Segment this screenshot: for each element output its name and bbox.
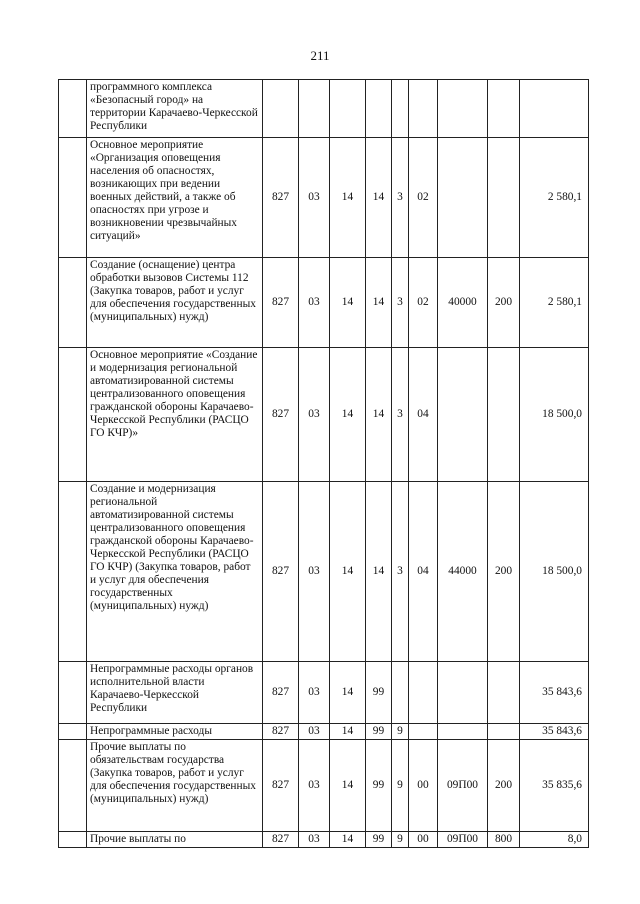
ministry-code: 827 xyxy=(263,832,299,848)
activity-code xyxy=(409,80,438,138)
section-code: 03 xyxy=(299,348,330,482)
expense-type-code xyxy=(488,80,520,138)
direction-code: 09П00 xyxy=(438,740,488,832)
subsection-code: 14 xyxy=(330,258,366,348)
program-code: 14 xyxy=(366,138,392,258)
row-index-cell xyxy=(59,482,87,662)
direction-code: 44000 xyxy=(438,482,488,662)
item-name: Прочие выплаты по xyxy=(87,832,263,848)
item-name: Создание (оснащение) центра обработки вызовов Системы 112 (Закупка товаров, работ и услуг для обеспечения государственных (муниципальных) нужд) xyxy=(87,258,263,348)
expense-type-code xyxy=(488,138,520,258)
table-row xyxy=(59,138,589,258)
ministry-code: 827 xyxy=(263,662,299,724)
program-code: 14 xyxy=(366,348,392,482)
subsection-code: 14 xyxy=(330,724,366,740)
table-row xyxy=(59,80,589,138)
amount: 35 843,6 xyxy=(520,662,589,724)
subprogram-code: 9 xyxy=(392,740,409,832)
amount: 2 580,1 xyxy=(520,138,589,258)
page-number: 211 xyxy=(310,48,330,63)
table-row xyxy=(59,258,589,348)
ministry-code: 827 xyxy=(263,724,299,740)
item-name: Прочие выплаты по обязательствам государства (Закупка товаров, работ и услуг для обеспечения государственных (муниципальных) нужд) xyxy=(87,740,263,832)
budget-table xyxy=(58,79,589,848)
row-index-cell xyxy=(59,138,87,258)
amount: 18 500,0 xyxy=(520,348,589,482)
ministry-code: 827 xyxy=(263,258,299,348)
amount: 35 843,6 xyxy=(520,724,589,740)
section-code: 03 xyxy=(299,832,330,848)
direction-code xyxy=(438,138,488,258)
row-index-cell xyxy=(59,724,87,740)
subprogram-code: 9 xyxy=(392,832,409,848)
subprogram-code xyxy=(392,80,409,138)
row-index-cell xyxy=(59,348,87,482)
item-name: Непрограммные расходы xyxy=(87,724,263,740)
expense-type-code: 200 xyxy=(488,482,520,662)
ministry-code: 827 xyxy=(263,482,299,662)
program-code: 14 xyxy=(366,482,392,662)
amount xyxy=(520,80,589,138)
direction-code xyxy=(438,348,488,482)
subsection-code: 14 xyxy=(330,740,366,832)
section-code: 03 xyxy=(299,740,330,832)
subsection-code: 14 xyxy=(330,138,366,258)
row-index-cell xyxy=(59,832,87,848)
subprogram-code xyxy=(392,662,409,724)
section-code xyxy=(299,80,330,138)
activity-code: 00 xyxy=(409,832,438,848)
direction-code: 09П00 xyxy=(438,832,488,848)
section-code: 03 xyxy=(299,662,330,724)
subsection-code: 14 xyxy=(330,832,366,848)
expense-type-code: 200 xyxy=(488,740,520,832)
expense-type-code: 800 xyxy=(488,832,520,848)
subprogram-code: 3 xyxy=(392,482,409,662)
activity-code: 04 xyxy=(409,482,438,662)
item-name: Основное мероприятие «Организация оповещения населения об опасностях, возникающих при ведении военных действий, а также об опасностях при угрозе и возникновении чрезвычайных ситуаций» xyxy=(87,138,263,258)
amount: 35 835,6 xyxy=(520,740,589,832)
activity-code: 02 xyxy=(409,138,438,258)
program-code xyxy=(366,80,392,138)
table-row xyxy=(59,348,589,482)
ministry-code: 827 xyxy=(263,348,299,482)
ministry-code: 827 xyxy=(263,138,299,258)
row-index-cell xyxy=(59,80,87,138)
amount: 8,0 xyxy=(520,832,589,848)
subsection-code: 14 xyxy=(330,482,366,662)
section-code: 03 xyxy=(299,258,330,348)
subprogram-code: 9 xyxy=(392,724,409,740)
item-name: программного комплекса «Безопасный город» на территории Карачаево-Черкесской Республики xyxy=(87,80,263,138)
subsection-code: 14 xyxy=(330,662,366,724)
direction-code xyxy=(438,80,488,138)
subsection-code: 14 xyxy=(330,348,366,482)
subsection-code xyxy=(330,80,366,138)
program-code: 14 xyxy=(366,258,392,348)
table-row xyxy=(59,724,589,740)
activity-code xyxy=(409,724,438,740)
item-name: Непрограммные расходы органов исполнительной власти Карачаево-Черкесской Республики xyxy=(87,662,263,724)
table-row xyxy=(59,662,589,724)
row-index-cell xyxy=(59,740,87,832)
ministry-code: 827 xyxy=(263,740,299,832)
section-code: 03 xyxy=(299,482,330,662)
program-code: 99 xyxy=(366,724,392,740)
expense-type-code xyxy=(488,662,520,724)
expense-type-code xyxy=(488,348,520,482)
expense-type-code: 200 xyxy=(488,258,520,348)
amount: 18 500,0 xyxy=(520,482,589,662)
row-index-cell xyxy=(59,258,87,348)
table-row xyxy=(59,740,589,832)
activity-code: 02 xyxy=(409,258,438,348)
section-code: 03 xyxy=(299,724,330,740)
expense-type-code xyxy=(488,724,520,740)
section-code: 03 xyxy=(299,138,330,258)
program-code: 99 xyxy=(366,662,392,724)
subprogram-code: 3 xyxy=(392,258,409,348)
table-row xyxy=(59,482,589,662)
row-index-cell xyxy=(59,662,87,724)
subprogram-code: 3 xyxy=(392,138,409,258)
amount: 2 580,1 xyxy=(520,258,589,348)
direction-code: 40000 xyxy=(438,258,488,348)
ministry-code xyxy=(263,80,299,138)
program-code: 99 xyxy=(366,832,392,848)
direction-code xyxy=(438,724,488,740)
table-row xyxy=(59,832,589,848)
direction-code xyxy=(438,662,488,724)
program-code: 99 xyxy=(366,740,392,832)
activity-code: 00 xyxy=(409,740,438,832)
activity-code xyxy=(409,662,438,724)
subprogram-code: 3 xyxy=(392,348,409,482)
item-name: Создание и модернизация региональной автоматизированной системы централизованного оповещения гражданской обороны Карачаево-Черкесской Республики (РАСЦО ГО КЧР) (Закупка товаров, работ и услуг для обеспечения государственных (муниципальных) нужд) xyxy=(87,482,263,662)
activity-code: 04 xyxy=(409,348,438,482)
item-name: Основное мероприятие «Создание и модернизация региональной автоматизированной системы централизованного оповещения гражданской обороны Карачаево-Черкесской Республики (РАСЦО ГО КЧР)» xyxy=(87,348,263,482)
